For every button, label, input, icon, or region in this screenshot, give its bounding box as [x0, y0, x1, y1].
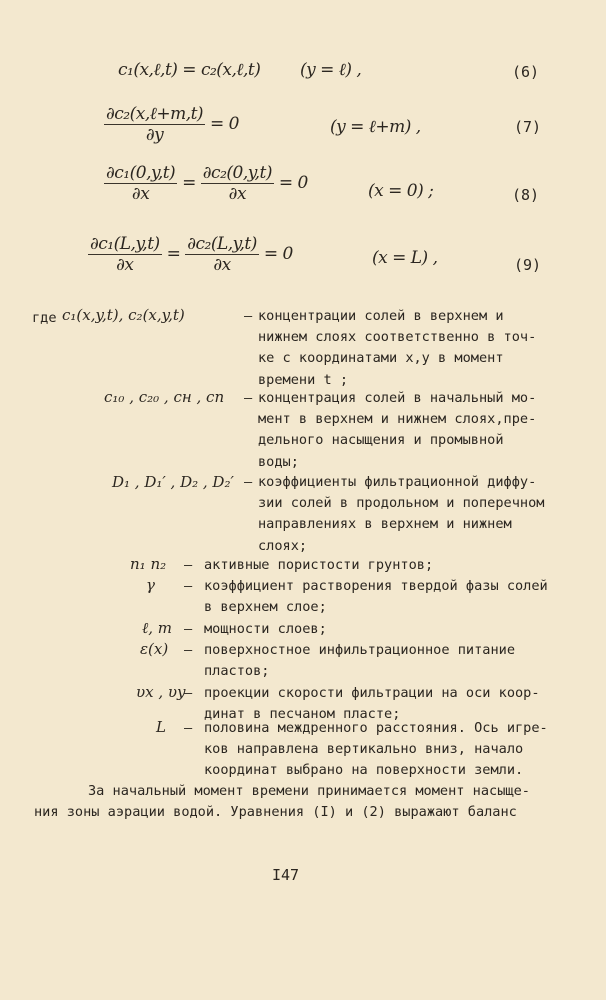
equation-8 [104, 163, 308, 204]
legend-line: нижнем слоях соответственно в точ- [258, 329, 537, 346]
legend-line: мощности слоев; [204, 621, 327, 637]
equation-8-denominator-left: ∂x [131, 184, 150, 204]
legend-line: координат выбрано на поверхности земли. [204, 762, 524, 779]
equation-9-denominator-right: ∂x [213, 255, 231, 275]
equation-7 [104, 104, 239, 145]
legend-description [204, 576, 548, 618]
equation-9-numerator-right: ∂c₂(L,y,t) [187, 234, 257, 254]
legend-description [204, 718, 548, 782]
legend-symbol-infiltration: ε(x) [140, 640, 169, 658]
equation-8-rhs: = 0 [278, 173, 308, 193]
legend-line: половина междренного расстояния. Ось игре- [204, 720, 548, 736]
equation-7-number: (7) [514, 118, 542, 136]
legend-description [258, 306, 536, 391]
equation-9-rhs: = 0 [263, 244, 293, 264]
legend-line: коэффициенты фильтрационной диффу- [258, 474, 537, 490]
equation-8-numerator-right: ∂c₂(0,y,t) [202, 163, 272, 183]
equation-6-condition: (y = ℓ) , [300, 60, 362, 80]
legend-symbol-diffusion-coefficients: D₁ , D₁′ , D₂ , D₂′ [112, 473, 234, 491]
legend-line: поверхностное инфильтрационное питание [204, 642, 515, 658]
legend-line: пластов; [204, 663, 270, 680]
legend-description [258, 388, 536, 473]
legend-line: динат в песчаном пласте; [204, 706, 401, 723]
legend-dash: – [184, 720, 193, 736]
equation-7-condition: (y = ℓ+m) , [330, 117, 421, 137]
equation-7-rhs: = 0 [209, 114, 239, 134]
equation-8-condition: (x = 0) ; [368, 181, 434, 201]
legend-dash: – [244, 390, 253, 406]
legend-description [204, 555, 433, 576]
legend-dash: – [184, 557, 193, 573]
equation-9 [88, 234, 293, 275]
legend-dash: – [184, 642, 193, 658]
equation-9-numerator-left: ∂c₁(L,y,t) [90, 234, 160, 254]
legend-line: слоях; [258, 537, 308, 554]
equation-6-number: (6) [512, 63, 540, 81]
legend-line: концентрации солей в верхнем и [258, 308, 504, 324]
equation-7-denominator: ∂y [145, 125, 164, 145]
legend-dash: – [244, 474, 253, 490]
legend-line: воды; [258, 453, 299, 470]
legend-line: активные пористости грунтов; [204, 557, 434, 573]
where-label: где [32, 310, 57, 326]
legend-line: ков направлена вертикально вниз, начало [204, 741, 524, 758]
legend-line: в верхнем слое; [204, 599, 327, 616]
legend-symbol-layer-thickness: ℓ, m [142, 619, 173, 637]
legend-dash: – [184, 685, 193, 701]
equation-9-equals: = [166, 244, 181, 264]
paragraph-line-1: За начальный момент времени принимается момент насыще- [88, 783, 530, 799]
legend-symbol-filtration-velocity: υx , υy [136, 683, 186, 701]
legend-dash: – [184, 621, 193, 637]
equation-9-denominator-left: ∂x [116, 255, 134, 275]
equation-9-fraction-left [88, 234, 162, 275]
equation-8-fraction-right [201, 163, 274, 204]
legend-line: времени t ; [258, 371, 349, 388]
legend-line: ке с координатами x,y в момент [258, 350, 504, 367]
legend-symbol-concentrations: c₁(x,y,t), c₂(x,y,t) [62, 306, 185, 324]
equation-6-lhs: c₁(x,ℓ,t) = c₂(x,ℓ,t) [118, 60, 261, 80]
legend-symbol-initial-concentrations: c₁₀ , c₂₀ , cн , cп [104, 388, 225, 406]
equation-7-numerator: ∂c₂(x,ℓ+m,t) [106, 104, 204, 124]
legend-line: мент в верхнем и нижнем слоях,пре- [258, 411, 537, 428]
equation-8-numerator-left: ∂c₁(0,y,t) [106, 163, 176, 183]
legend-line: дельного насыщения и промывной [258, 432, 504, 449]
equation-7-fraction [104, 104, 205, 145]
equation-8-denominator-right: ∂x [228, 184, 247, 204]
legend-line: направлениях в верхнем и нижнем [258, 516, 512, 533]
legend-dash: – [244, 308, 253, 324]
legend-line: проекции скорости фильтрации на оси коор- [204, 685, 540, 701]
legend-symbol-porosity: n₁ n₂ [130, 555, 167, 573]
equation-8-number: (8) [512, 186, 540, 204]
equation-9-fraction-right [185, 234, 259, 275]
equation-8-fraction-left [104, 163, 177, 204]
page-number: I47 [272, 866, 300, 884]
legend-line: коэффициент растворения твердой фазы солей [204, 578, 548, 594]
legend-dash: – [184, 578, 193, 594]
legend-description [204, 640, 515, 682]
equation-9-condition: (x = L) , [372, 248, 438, 268]
legend-line: концентрация солей в начальный мо- [258, 390, 537, 406]
equation-8-equals: = [182, 173, 196, 193]
legend-description [204, 619, 327, 640]
equation-9-number: (9) [514, 256, 542, 274]
legend-symbol-half-spacing: L [156, 718, 166, 736]
legend-line: зии солей в продольном и поперечном [258, 495, 545, 512]
paragraph-line-2: ния зоны аэрации водой. Уравнения (I) и (2) выражают баланс [34, 804, 517, 820]
legend-description [258, 472, 544, 557]
legend-symbol-dissolution-coefficient: γ [146, 576, 155, 594]
